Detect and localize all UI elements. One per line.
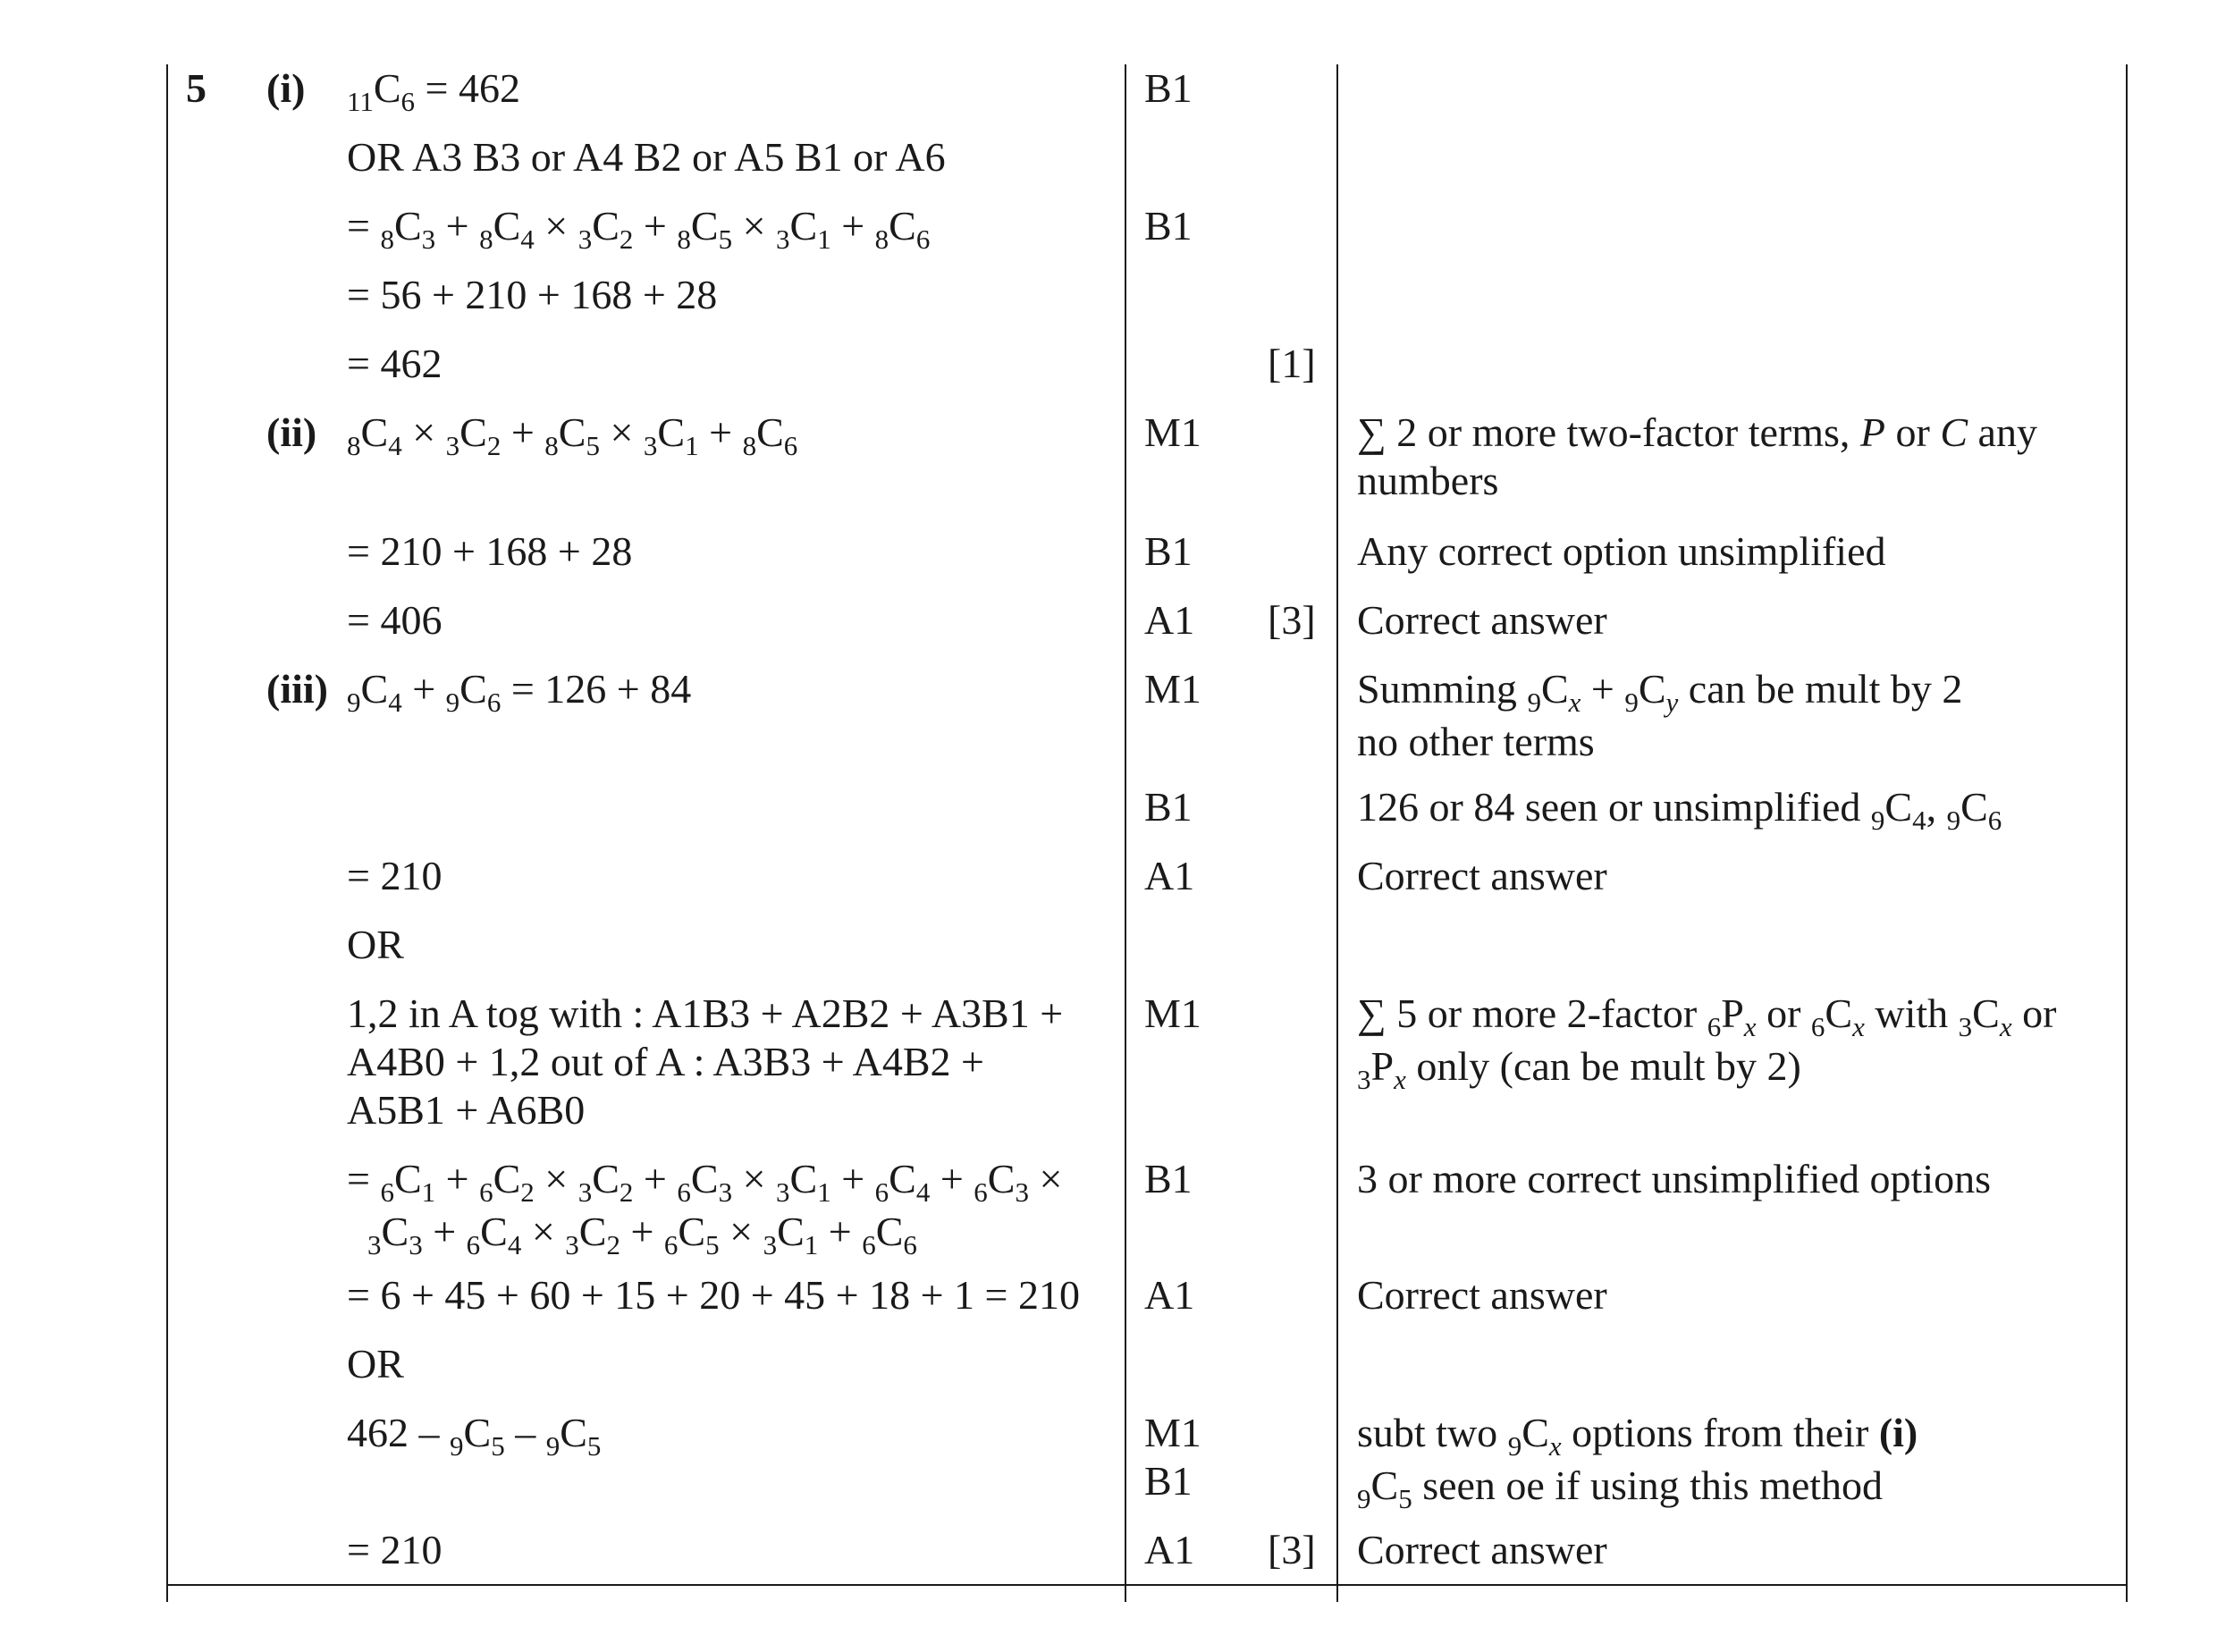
working-text: = 210 [347, 853, 443, 898]
part-total: [1] [1268, 341, 1316, 386]
working-text: $_8C_4 \times _3C_2 + _8C_5 \times _3C_1 + _8C_6$ [347, 409, 798, 461]
guidance-text: Summing $_9C_x + _9C_y$ can be mult by 2 no other terms [1357, 666, 1963, 764]
guidance-text: Correct answer [1357, 1527, 1607, 1572]
mark-code: M1 B1 [1144, 1410, 1201, 1504]
mark-code: M1 [1144, 990, 1201, 1036]
mark-code: A1 [1144, 853, 1195, 898]
guidance-text: ∑ 2 or more two-factor terms, P or C any numbers [1357, 409, 2037, 503]
guidance-text: Any correct option unsimplified [1357, 528, 1886, 574]
mark-code: B1 [1144, 65, 1193, 111]
part-total: [3] [1268, 1527, 1316, 1572]
working-text: $462 - _9C_5 - _9C_5$ [347, 1410, 602, 1462]
working-text: OR A3 B3 or A4 B2 or A5 B1 or A6 [347, 134, 946, 180]
mark-code: A1 [1144, 597, 1195, 643]
guidance-text: Correct answer [1357, 853, 1607, 898]
part-label: (i) [266, 65, 306, 111]
working-text: $_{11}C_6 = 462$ [347, 65, 520, 117]
working-text: = 56 + 210 + 168 + 28 [347, 272, 718, 317]
working-text: = 210 + 168 + 28 [347, 528, 633, 574]
guidance-text: 126 or 84 seen or unsimplified $_9C_4$, $_9C_6$ [1357, 784, 2002, 836]
working-text: = 6 + 45 + 60 + 15 + 20 + 45 + 18 + 1 = 210 [347, 1272, 1080, 1318]
working-text: = 462 [347, 341, 443, 386]
column-divider-marks [1125, 64, 1126, 1602]
table-left-border [166, 64, 168, 1602]
guidance-text: ∑ 5 or more 2-factor $_6P_x$ or $_6C_x$ with $_3C_x$ or $_3P_x$ only (can be mult by 2) [1357, 990, 2057, 1095]
mark-code: B1 [1144, 784, 1193, 830]
mark-code: B1 [1144, 1156, 1193, 1201]
working-text: = $_6C_1 + _6C_2 \times _3C_2 + _6C_3 \times _3C_1 + _6C_4 + _6C_3$ × $_3C_3 + _6C_4 \times _3C_2 + _6C_5 \times _3C_1 + _6C_6$ [347, 1156, 1063, 1260]
working-text: = $_8C_3 + _8C_4 \times _3C_2 + _8C_5 \times _3C_1 + _8C_6$ [347, 203, 931, 255]
column-divider-guidance [1336, 64, 1338, 1602]
question-number: 5 [186, 65, 207, 111]
table-right-border [2126, 64, 2128, 1602]
working-text: 1,2 in A tog with : A1B3 + A2B2 + A3B1 + A4B0 + 1,2 out of A : A3B3 + A4B2 + A5B1 + A6B0 [347, 990, 1064, 1133]
mark-code: M1 [1144, 409, 1201, 455]
working-text: OR [347, 1341, 404, 1386]
mark-code: A1 [1144, 1527, 1195, 1572]
guidance-text: subt two $_9C_x$ options from their (i) $_9C_5$ seen oe if using this method [1357, 1410, 1918, 1514]
working-text: = 210 [347, 1527, 443, 1572]
part-total: [3] [1268, 597, 1316, 643]
part-label: (ii) [266, 409, 317, 455]
part-label: (iii) [266, 666, 328, 712]
mark-code: M1 [1144, 666, 1201, 712]
table-bottom-border [166, 1584, 2128, 1586]
mark-code: B1 [1144, 203, 1193, 249]
working-text: OR [347, 922, 404, 967]
working-text: = 406 [347, 597, 443, 643]
working-text: $_9C_4 + _9C_6 = 126 + 84$ [347, 666, 692, 718]
guidance-text: Correct answer [1357, 1272, 1607, 1318]
guidance-text: 3 or more correct unsimplified options [1357, 1156, 1992, 1201]
guidance-text: Correct answer [1357, 597, 1607, 643]
mark-code: B1 [1144, 528, 1193, 574]
mark-code: A1 [1144, 1272, 1195, 1318]
